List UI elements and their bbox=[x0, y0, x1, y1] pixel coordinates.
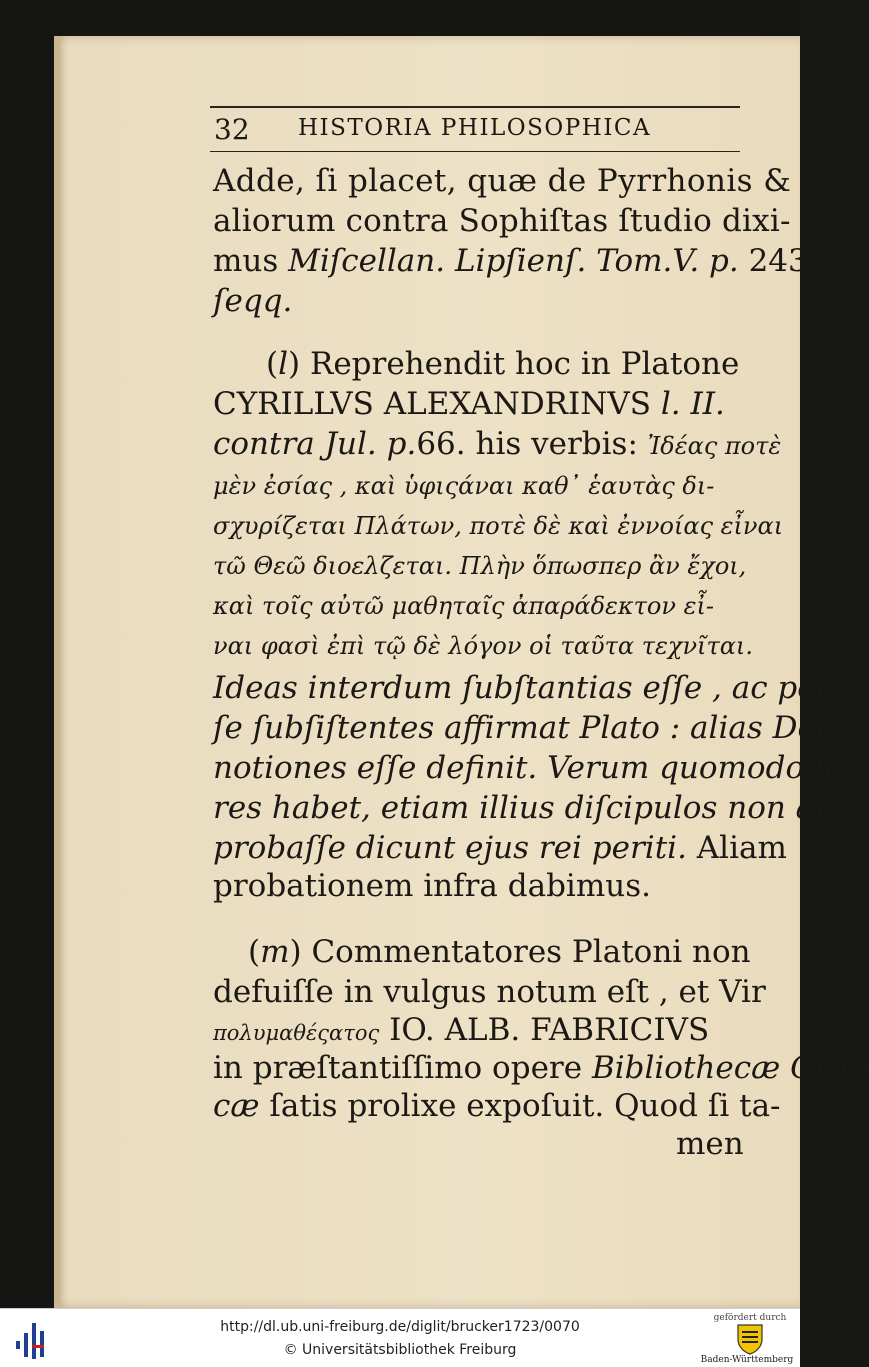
text-line: (l) Reprehendit hoc in Platone bbox=[266, 346, 740, 382]
header-underline bbox=[210, 151, 740, 152]
text-line: ſeqq. bbox=[213, 283, 293, 319]
italic-line: Ideas interdum ſubſtantias eſſe , ac per bbox=[213, 670, 831, 706]
italic-line: res habet, etiam illius diſcipulos non ap- bbox=[213, 790, 845, 826]
page-number: 32 bbox=[214, 113, 250, 146]
text-line: probationem infra dabimus. bbox=[213, 868, 651, 904]
text-line: defuiſſe in vulgus notum eſt , et Vir bbox=[213, 974, 766, 1010]
greek-line: μὲν ἐσίας , καὶ ὑφιςάναι καθ᾽ ἑαυτὰς δι- bbox=[213, 472, 715, 500]
text-line: aliorum contra Sophiſtas ſtudio dixi- bbox=[213, 203, 791, 239]
greek-line: τῶ Θεῶ διοελζεται. Πλὴν ὅπωσπερ ἂν ἔχοι, bbox=[213, 552, 747, 580]
text-line: contra Jul. p.66. his verbis: Ἰδέας ποτὲ bbox=[213, 426, 782, 462]
running-head: HISTORIA PHILOSOPHICA bbox=[298, 115, 652, 141]
page-edge bbox=[54, 36, 60, 1308]
catchword: men bbox=[676, 1126, 744, 1162]
greek-line: σχυρίζεται Πλάτων, ποτὲ δὲ καὶ ἐννοίας εἶναι bbox=[213, 512, 784, 540]
italic-line: notiones eſſe definit. Verum quomodo ſe bbox=[213, 750, 844, 786]
text-line: mus Miſcellan. Lipſienſ. Tom.V. p. 243. bbox=[213, 243, 818, 279]
text-line: Adde, ſi placet, quæ de Pyrrhonis & bbox=[213, 163, 792, 199]
greek-line: καὶ τοῖς αὐτῶ μαθηταῖς ἀπαράδεκτον εἶ- bbox=[213, 592, 714, 620]
text-line: (m) Commentatores Platoni non bbox=[248, 934, 751, 970]
copyright-notice: © Universitätsbibliothek Freiburg bbox=[283, 1342, 517, 1358]
text-line: in præſtantiſſimo opere Bibliothecæ Græ- bbox=[213, 1050, 869, 1086]
header-rule bbox=[210, 106, 740, 108]
funding-label: gefördert durch bbox=[713, 1313, 787, 1323]
viewer-footer bbox=[0, 1308, 800, 1367]
text-line: cæ ſatis prolixe expoſuit. Quod ſi ta- bbox=[213, 1088, 781, 1124]
text-line: CYRILLVS ALEXANDRINVS l. II. bbox=[213, 386, 725, 422]
funding-name: Baden-Württemberg bbox=[700, 1355, 794, 1365]
italic-line: ſe ſubſiſtentes affirmat Plato : alias Dei bbox=[213, 710, 826, 746]
baden-wuerttemberg-crest-icon[interactable] bbox=[736, 1323, 764, 1355]
text-line: probaſſe dicunt ejus rei periti. Aliam bbox=[213, 830, 787, 866]
permalink[interactable]: http://dl.ub.uni-freiburg.de/diglit/brucker1723/0070 bbox=[220, 1319, 580, 1335]
greek-line: ναι φασὶ ἐπὶ τῷ δὲ λόγον οἱ ταῦτα τεχνῖται. bbox=[213, 632, 753, 660]
text-line: πολυμαθέςατος IO. ALB. FABRICIVS bbox=[213, 1012, 710, 1048]
